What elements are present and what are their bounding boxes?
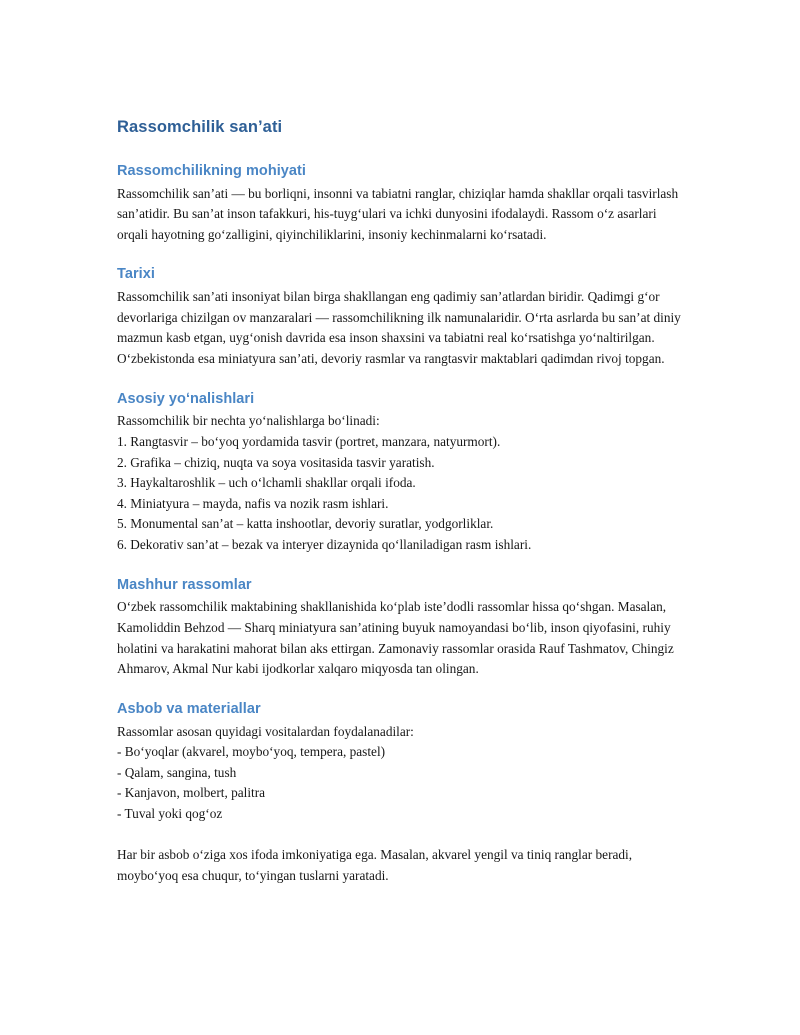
list-item: 1. Rangtasvir – boʻyoq yordamida tasvir (portret, manzara, natyurmort).	[117, 434, 501, 450]
list-item: 2. Grafika – chiziq, nuqta va soya vositasida tasvir yaratish.	[117, 454, 435, 470]
list-item: 5. Monumental sanʼat – katta inshootlar, devoriy suratlar, yodgorliklar.	[117, 516, 494, 532]
section-heading-yonalishlari: Asosiy yoʻnalishlari	[117, 390, 255, 407]
list-item: 3. Haykaltaroshlik – uch oʻlchamli shakllar orqali ifoda.	[117, 475, 416, 491]
list-item: - Boʻyoqlar (akvarel, moyboʻyoq, tempera, pastel)	[117, 744, 386, 760]
list-item: - Qalam, sangina, tush	[117, 764, 237, 780]
list-item: 6. Dekorativ sanʼat – bezak va interyer dizaynida qoʻllaniladigan rasm ishlari.	[117, 537, 532, 553]
section-paragraph-tarixi: Rassomchilik sanʼati insoniyat bilan birga shakllangan eng qadimiy sanʼatlardan biridir. Qadimgi gʻor devorlariga chizilgan ov manzaralari — rassomchilikning ilk namunalaridir. Oʻrta asrlarda bu sanʼat diniy mazmun kasb etgan, uygʻonish davrida esa inson shaxsini va tabiatni real koʻrsatishga yoʻnaltirilgan. Oʻzbekistonda esa miniatyura sanʼati, devoriy rasmlar va rangtasvir maktablari qadimdan rivoj topgan.	[117, 289, 681, 367]
section-intro-asbob-materiallar: Rassomlar asosan quyidagi vositalardan foydalanadilar:	[117, 723, 414, 739]
section-spacer	[117, 245, 682, 265]
section-paragraph-mashhur-rassomlar: Oʻzbek rassomchilik maktabining shakllanishida koʻplab isteʼdodli rassomlar hissa qoʻshgan. Masalan, Kamoliddin Behzod — Sharq miniatyura sanʼatining buyuk namoyandasi boʻlib, inson qiyofasini, ruhiy holatini va harakatini mahorat bilan aks ettirgan. Zamonaviy rassomlar orasida Rauf Tashmatov, Chingiz Ahmarov, Akmal Nur kabi ijodkorlar xalqaro miqyosda tan olingan.	[117, 599, 674, 677]
list-item: - Kanjavon, molbert, palitra	[117, 785, 266, 801]
list-item: 4. Miniatyura – mayda, nafis va nozik rasm ishlari.	[117, 495, 389, 511]
section-heading-mashhur-rassomlar: Mashhur rassomlar	[117, 576, 252, 593]
section-paragraph-mohiyati: Rassomchilik sanʼati — bu borliqni, insonni va tabiatni ranglar, chiziqlar hamda shakllar orqali tasvirlash sanʼatidir. Bu sanʼat inson tafakkuri, his-tuygʻulari va ichki dunyosini ifodalaydi. Rassom oʻz asarlari orqali hayotning goʻzalligini, qiyinchiliklarini, insoniy kechinmalarni koʻrsatadi.	[117, 185, 679, 242]
section-spacer	[117, 370, 682, 390]
section-asbob-materiallar	[117, 700, 682, 887]
section-heading-mohiyati: Rassomchilikning mohiyati	[117, 162, 306, 179]
list-item: - Tuval yoki qogʻoz	[117, 806, 223, 822]
section-spacer	[117, 680, 682, 700]
section-heading-asbob-materiallar: Asbob va materiallar	[117, 700, 261, 717]
page-title: Rassomchilik san’ati	[117, 118, 283, 136]
section-mohiyati	[117, 162, 682, 246]
section-closing-asbob-materiallar: Har bir asbob oʻziga xos ifoda imkoniyatiga ega. Masalan, akvarel yengil va tiniq ranglar beradi, moyboʻyoq esa chuqur, toʻyingan tuslarni yaratadi.	[117, 847, 633, 883]
section-tarixi	[117, 265, 682, 369]
section-intro-yonalishlari: Rassomchilik bir nechta yoʻnalishlarga boʻlinadi:	[117, 413, 380, 429]
section-yonalishlari	[117, 390, 682, 556]
numbered-list-yonalishlari	[117, 432, 682, 556]
bullet-list-asbob-materiallar	[117, 742, 682, 824]
section-mashhur-rassomlar	[117, 576, 682, 680]
section-heading-tarixi: Tarixi	[117, 266, 155, 283]
section-spacer	[117, 556, 682, 576]
paragraph-spacer	[117, 825, 682, 846]
